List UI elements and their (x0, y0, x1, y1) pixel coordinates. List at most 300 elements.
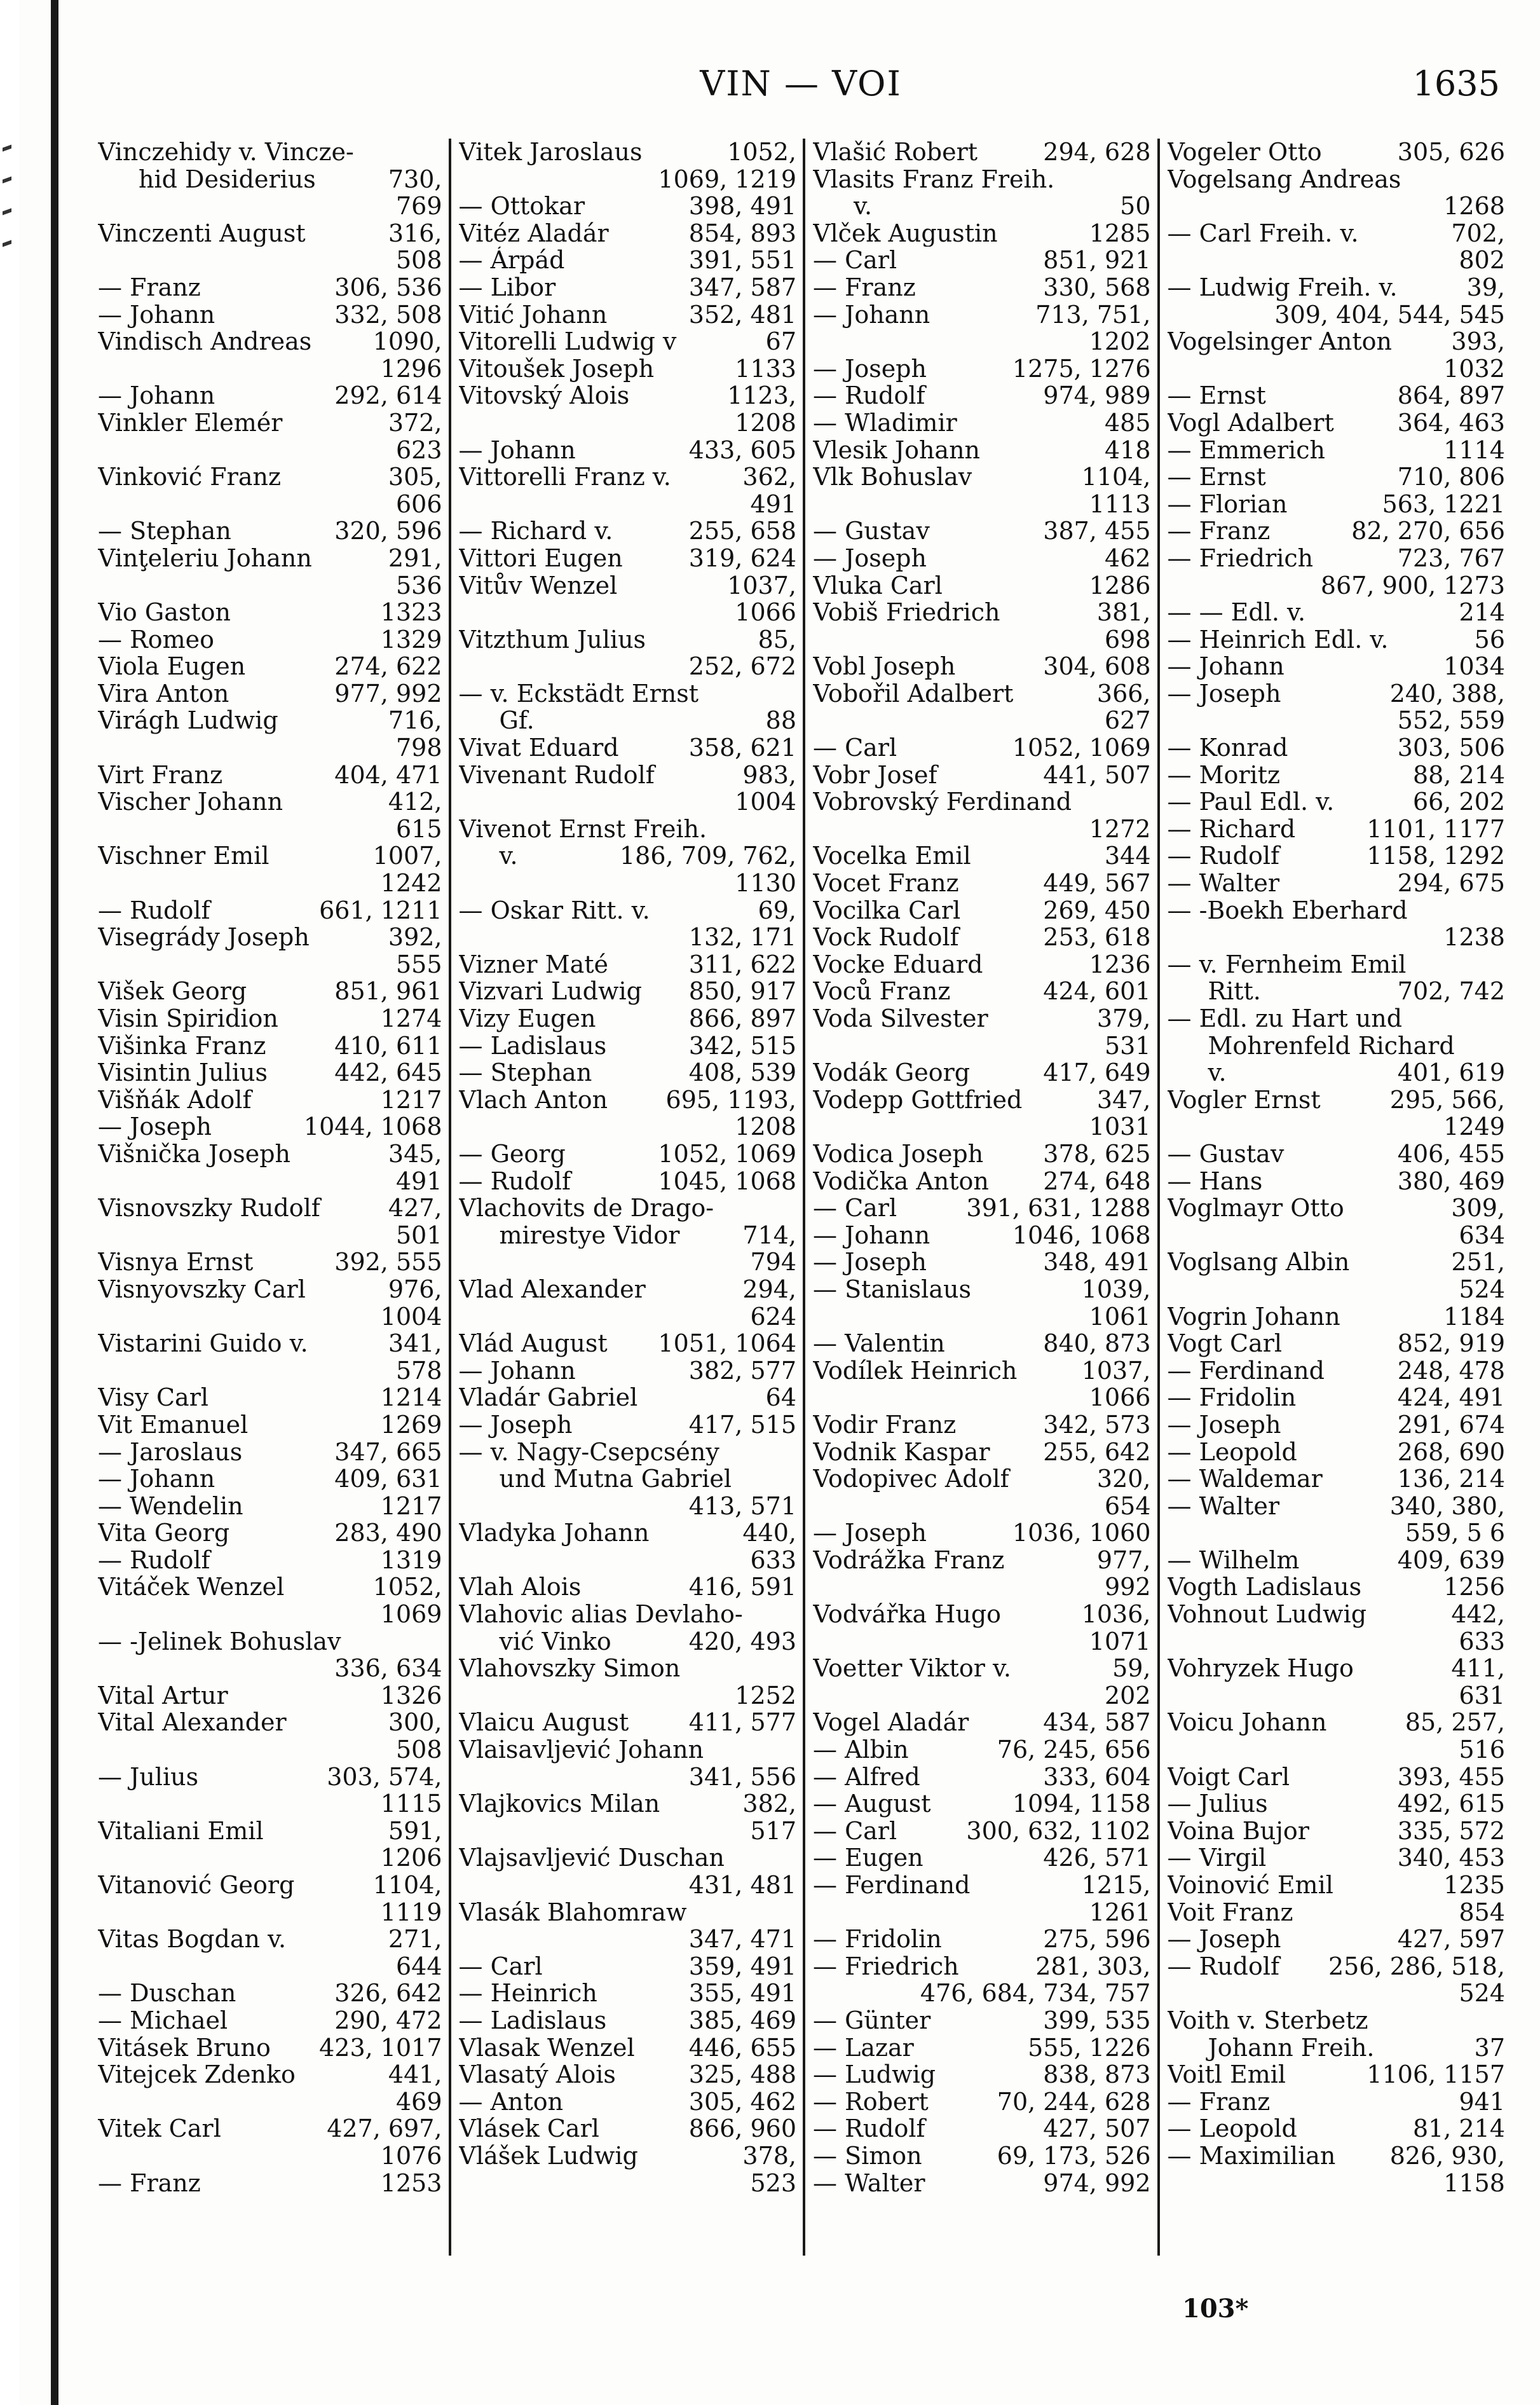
entry-pages: 335, 572 (1397, 1817, 1505, 1845)
index-entry (459, 924, 797, 951)
index-entry (1168, 1465, 1506, 1493)
index-entry (459, 1655, 797, 1682)
entry-pages: 401, 619 (1397, 1059, 1505, 1086)
entry-pages: 977, 992 (334, 680, 442, 708)
entry-pages: 214 (1459, 599, 1505, 626)
entry-pages: 136, 214 (1397, 1465, 1505, 1493)
entry-pages: 851, 921 (1043, 247, 1151, 274)
entry-name: — Wilhelm (1167, 1546, 1300, 1574)
entry-name: — Franz (98, 273, 201, 301)
index-entry (98, 193, 442, 220)
entry-pages: 1208 (735, 1113, 796, 1141)
entry-pages: 695, 1193, (665, 1086, 796, 1114)
index-entry (1168, 409, 1506, 437)
entry-name: — Moritz (1167, 761, 1280, 789)
index-entry (813, 626, 1151, 654)
entry-name: — Heinrich Edl. v. (1167, 626, 1389, 654)
index-entry (98, 1682, 442, 1710)
entry-name: — Edl. zu Hart und (1167, 1005, 1403, 1032)
index-entry (813, 978, 1151, 1005)
page-number: 1635 (1412, 64, 1500, 104)
entry-pages: 627 (1104, 707, 1151, 735)
entry-name: Vladár Gabriel (458, 1384, 638, 1411)
index-entry (459, 491, 797, 518)
entry-pages: 1217 (380, 1086, 442, 1114)
margin-marks (3, 146, 17, 312)
entry-pages: 1296 (380, 355, 442, 383)
index-entry (98, 924, 442, 951)
entry-name: vić Vinko (499, 1627, 611, 1655)
entry-name: Vodica Joseph (813, 1140, 984, 1168)
entry-pages: 398, 491 (688, 193, 796, 220)
index-entry (1168, 1547, 1506, 1574)
entry-pages: 378, (742, 2142, 796, 2170)
index-entry (1168, 1682, 1506, 1710)
entry-name: mirestye Vidor (499, 1221, 680, 1249)
index-entry (98, 1926, 442, 1953)
entry-pages: 347, (1096, 1086, 1151, 1114)
entry-pages: 364, 463 (1397, 409, 1505, 437)
entry-pages: 1249 (1443, 1113, 1505, 1141)
entry-name: — Joseph (458, 1411, 573, 1439)
index-entry (813, 680, 1151, 708)
entry-pages: 427, 507 (1043, 2115, 1151, 2142)
index-entry (459, 1601, 797, 1628)
index-entry (1168, 599, 1506, 626)
entry-pages: 344 (1104, 842, 1151, 870)
entry-pages: 798 (395, 734, 442, 762)
index-entry (98, 788, 442, 816)
index-entry (813, 816, 1151, 843)
index-entry (813, 1682, 1151, 1710)
entry-pages: 393, 455 (1397, 1763, 1505, 1791)
entry-pages: 654 (1104, 1492, 1151, 1520)
index-entry (98, 572, 442, 600)
entry-pages: 578 (395, 1357, 442, 1385)
index-entry (813, 1222, 1151, 1249)
entry-name: Vitek Jaroslaus (458, 139, 643, 166)
index-entry (813, 193, 1151, 220)
index-entry (459, 734, 797, 762)
entry-name: Voglmayr Otto (1167, 1195, 1344, 1222)
left-margin (0, 0, 19, 2405)
entry-pages (1500, 951, 1505, 978)
index-entry (813, 2142, 1151, 2170)
index-entry (459, 788, 797, 816)
index-entry (98, 2061, 442, 2088)
entry-pages: 320, (1096, 1465, 1151, 1493)
entry-pages: 316, (388, 219, 442, 247)
index-entry (813, 1709, 1151, 1736)
entry-pages: 769 (395, 193, 442, 220)
entry-pages: 1119 (380, 1898, 442, 1926)
index-entry (813, 1168, 1151, 1195)
entry-name: Vocilka Carl (813, 896, 961, 924)
entry-name: Vlasits Franz Freih. (813, 165, 1055, 193)
index-column-1 (94, 139, 449, 2256)
entry-pages: 366, (1096, 680, 1151, 708)
index-entry (1168, 1736, 1506, 1764)
entry-name: Vinczenti August (98, 219, 306, 247)
entry-pages: 418 (1104, 436, 1151, 464)
entry-pages: 291, 674 (1397, 1411, 1505, 1439)
entry-pages: 294, 628 (1043, 139, 1151, 166)
index-entry (459, 463, 797, 491)
index-entry (1168, 1086, 1506, 1114)
index-entry (98, 1547, 442, 1574)
entry-name: — Johann (1167, 653, 1284, 680)
index-entry (98, 2034, 442, 2062)
index-entry (1168, 1411, 1506, 1439)
entry-pages: 1032 (1443, 355, 1505, 383)
index-entry (1168, 978, 1506, 1005)
index-entry (813, 1926, 1151, 1953)
entry-name: — Johann (458, 436, 576, 464)
entry-pages: 941 (1459, 2088, 1505, 2116)
index-entry (813, 2061, 1151, 2088)
index-entry (813, 870, 1151, 897)
entry-pages: 976, (388, 1275, 442, 1303)
entry-pages: 867, 900, 1273 (1320, 572, 1505, 600)
entry-name: Vogeler Otto (1167, 139, 1322, 166)
index-entry (813, 1384, 1151, 1411)
entry-pages: 423, 1017 (319, 2034, 442, 2062)
index-column-3 (803, 139, 1157, 2256)
entry-pages: 1236 (1089, 950, 1151, 978)
entry-name: — Stephan (98, 517, 231, 545)
entry-pages: 358, 621 (688, 734, 796, 762)
entry-pages: 294, 675 (1397, 870, 1505, 897)
entry-pages: 352, 481 (688, 301, 796, 329)
index-entry (98, 274, 442, 301)
index-entry (813, 1899, 1151, 1926)
entry-pages: 1323 (380, 599, 442, 626)
entry-name: Vlášek Ludwig (458, 2142, 638, 2170)
index-entry (1168, 1899, 1506, 1926)
index-entry (459, 1465, 797, 1493)
index-entry (813, 1736, 1151, 1764)
entry-pages: 840, 873 (1043, 1330, 1151, 1357)
index-entry (813, 1465, 1151, 1493)
entry-name: Gf. (499, 707, 535, 735)
entry-pages (791, 816, 796, 843)
entry-pages: 342, 573 (1043, 1411, 1151, 1439)
entry-pages (1500, 2007, 1505, 2034)
entry-name: — Paul Edl. v. (1167, 788, 1335, 816)
entry-name: Vlasak Wenzel (458, 2034, 635, 2062)
index-entry (98, 1141, 442, 1168)
index-entry (98, 1330, 442, 1357)
entry-pages: 644 (395, 1952, 442, 1980)
index-columns (94, 139, 1511, 2256)
entry-name: — Joseph (813, 1249, 927, 1276)
entry-pages: 1274 (380, 1005, 442, 1032)
entry-pages: 427, (388, 1195, 442, 1222)
index-entry (813, 220, 1151, 247)
index-entry (1168, 951, 1506, 978)
entry-pages: 1130 (735, 870, 796, 897)
entry-name: Vobrovský Ferdinand (813, 788, 1072, 816)
index-entry (459, 1790, 797, 1818)
entry-name: — Ottokar (458, 193, 585, 220)
index-entry (98, 1519, 442, 1547)
entry-pages: 372, (388, 409, 442, 437)
index-entry (459, 1330, 797, 1357)
entry-name: — Libor (458, 273, 556, 301)
entry-pages: 252, 672 (688, 653, 796, 680)
index-entry (1168, 1032, 1506, 1060)
entry-pages: 304, 608 (1043, 653, 1151, 680)
index-entry (98, 1764, 442, 1791)
entry-name: Vivenot Ernst Freih. (458, 815, 707, 843)
entry-pages: 1326 (380, 1682, 442, 1710)
entry-pages: 1066 (735, 599, 796, 626)
index-entry (1168, 2061, 1506, 2088)
entry-name: Vistarini Guido v. (98, 1330, 308, 1357)
index-entry (459, 545, 797, 572)
index-entry (1168, 762, 1506, 789)
entry-pages: 1061 (1089, 1303, 1151, 1331)
index-entry (459, 1736, 797, 1764)
entry-pages: 268, 690 (1397, 1438, 1505, 1466)
index-entry (459, 1005, 797, 1032)
entry-name: Vlah Alois (458, 1573, 582, 1601)
entry-pages: 413, 571 (688, 1492, 796, 1520)
index-entry (1168, 1953, 1506, 1980)
entry-pages: 1069 (380, 1601, 442, 1628)
index-entry (459, 1168, 797, 1195)
entry-pages: 1052, (727, 139, 796, 166)
index-entry (1168, 1872, 1506, 1899)
index-entry (98, 1195, 442, 1222)
entry-pages: 517 (750, 1817, 796, 1845)
entry-pages: 702, 742 (1397, 978, 1505, 1005)
entry-pages: 1039, (1081, 1275, 1151, 1303)
index-entry (98, 816, 442, 843)
entry-pages: 1208 (735, 409, 796, 437)
index-entry (98, 1411, 442, 1439)
entry-name: — Jaroslaus (98, 1438, 243, 1466)
entry-name: — Julius (98, 1763, 199, 1791)
index-entry (813, 1032, 1151, 1060)
index-entry (98, 653, 442, 680)
entry-name: Vitić Johann (458, 301, 608, 329)
entry-pages: 347, 665 (334, 1438, 442, 1466)
entry-pages: 1158 (1443, 2169, 1505, 2197)
entry-pages: 1214 (380, 1384, 442, 1411)
index-entry (459, 1384, 797, 1411)
entry-name: — Ernst (1167, 382, 1266, 409)
entry-name: — Hans (1167, 1167, 1263, 1195)
entry-name: Vodílek Heinrich (813, 1357, 1018, 1385)
entry-pages: 516 (1459, 1736, 1505, 1764)
entry-name: — Julius (1167, 1790, 1268, 1818)
entry-pages: 1319 (380, 1546, 442, 1574)
entry-pages: 382, 577 (688, 1357, 796, 1385)
entry-name: Vlajkovics Milan (458, 1790, 660, 1818)
entry-pages: 1133 (735, 355, 796, 383)
index-entry (1168, 1005, 1506, 1032)
index-entry (1168, 1059, 1506, 1086)
entry-name: Vinţeleriu Johann (98, 544, 312, 572)
entry-name: — Joseph (813, 355, 927, 383)
index-entry (813, 463, 1151, 491)
entry-pages: 794 (750, 1249, 796, 1276)
entry-pages: 449, 567 (1043, 870, 1151, 897)
entry-pages: 710, 806 (1397, 463, 1505, 491)
entry-pages: 1123, (727, 382, 796, 409)
entry-name: Vogel Aladár (813, 1709, 969, 1737)
entry-pages: 563, 1221 (1382, 490, 1505, 518)
entry-name: Vizvari Ludwig (458, 978, 643, 1005)
entry-pages: 300, 632, 1102 (966, 1817, 1151, 1845)
entry-pages: 56 (1474, 626, 1505, 654)
entry-pages: 851, 961 (334, 978, 442, 1005)
index-entry (1168, 1141, 1506, 1168)
entry-name: — Rudolf (98, 1546, 210, 1574)
entry-name: — Franz (98, 2169, 201, 2197)
binding-rule (51, 0, 58, 2405)
index-entry (98, 2170, 442, 2197)
entry-pages: 442, (1451, 1601, 1505, 1628)
entry-pages: 412, (388, 788, 442, 816)
index-entry (1168, 220, 1506, 247)
index-entry (459, 2115, 797, 2142)
index-entry (813, 301, 1151, 329)
entry-pages: 70, 244, 628 (997, 2088, 1151, 2116)
entry-pages: 379, (1096, 1005, 1151, 1032)
index-entry (98, 1384, 442, 1411)
entry-pages: 64 (765, 1384, 796, 1411)
entry-pages: 698 (1104, 626, 1151, 654)
entry-name: Voců Franz (813, 978, 951, 1005)
entry-pages: 381, (1096, 599, 1151, 626)
entry-pages: 292, 614 (334, 382, 442, 409)
entry-pages: 347, 587 (688, 273, 796, 301)
entry-pages: 85, 257, (1405, 1709, 1505, 1737)
entry-pages (437, 139, 442, 166)
entry-pages: 1275, 1276 (1012, 355, 1151, 383)
entry-pages: 1046, 1068 (1012, 1221, 1151, 1249)
entry-pages: 974, 989 (1043, 382, 1151, 409)
entry-pages: 391, 631, 1288 (966, 1195, 1151, 1222)
entry-name: Vodopivec Adolf (813, 1465, 1009, 1493)
entry-name: Vitovský Alois (458, 382, 630, 409)
index-entry (1168, 274, 1506, 301)
entry-name: — Wendelin (98, 1492, 243, 1520)
index-entry (459, 2034, 797, 2062)
entry-pages: 271, (388, 1926, 442, 1953)
index-entry (459, 1439, 797, 1466)
entry-pages: 1206 (380, 1844, 442, 1872)
entry-pages: 1106, 1157 (1366, 2061, 1505, 2088)
index-entry (1168, 1303, 1506, 1331)
index-entry (98, 978, 442, 1005)
index-entry (459, 2088, 797, 2116)
entry-name: Vitorelli Ludwig v (458, 328, 677, 355)
index-entry (1168, 1249, 1506, 1276)
index-entry (98, 734, 442, 762)
entry-pages: 417, 515 (688, 1411, 796, 1439)
page-header (89, 61, 1513, 118)
entry-name: — Johann (98, 382, 215, 409)
index-entry (98, 1439, 442, 1466)
index-entry (813, 599, 1151, 626)
entry-pages: 320, 596 (334, 517, 442, 545)
index-entry (813, 1113, 1151, 1141)
index-entry (459, 2061, 797, 2088)
entry-pages: 1007, (372, 842, 442, 870)
entry-name: Vittorelli Franz v. (458, 463, 671, 491)
index-entry (98, 1790, 442, 1818)
entry-pages: 378, 625 (1043, 1140, 1151, 1168)
entry-name: Virt Franz (98, 761, 223, 789)
entry-pages (791, 1899, 796, 1926)
entry-name: Vinković Franz (98, 463, 281, 491)
entry-name: Vodrážka Franz (813, 1546, 1005, 1574)
entry-pages: 1044, 1068 (303, 1113, 442, 1141)
index-entry (98, 301, 442, 329)
index-entry (459, 220, 797, 247)
index-entry (98, 491, 442, 518)
index-entry (98, 680, 442, 708)
entry-pages: 854, 893 (688, 219, 796, 247)
index-entry (813, 1059, 1151, 1086)
entry-pages: 427, 597 (1397, 1926, 1505, 1953)
index-entry (459, 1709, 797, 1736)
entry-pages: 319, 624 (688, 544, 796, 572)
entry-name: Vitův Wenzel (458, 572, 618, 600)
index-entry (813, 2088, 1151, 2116)
index-entry (1168, 1709, 1506, 1736)
entry-name: — Ludwig Freih. v. (1167, 273, 1398, 301)
entry-pages: 387, 455 (1043, 517, 1151, 545)
index-entry (1168, 2115, 1506, 2142)
entry-name: Vogt Carl (1167, 1330, 1283, 1357)
entry-pages: 255, 658 (688, 517, 796, 545)
entry-pages: 524 (1459, 1980, 1505, 2007)
entry-pages: 300, (388, 1709, 442, 1737)
entry-name: Vittori Eugen (458, 544, 623, 572)
entry-pages: 426, 571 (1043, 1844, 1151, 1872)
entry-name: — Franz (1167, 2088, 1271, 2116)
index-entry (459, 1493, 797, 1520)
entry-pages: 392, (388, 924, 442, 951)
entry-name: Vogth Ladislaus (1167, 1573, 1362, 1601)
index-entry (98, 707, 442, 734)
index-entry (813, 572, 1151, 600)
index-column-4 (1157, 139, 1512, 2256)
index-entry (459, 1303, 797, 1331)
entry-name: — Stanislaus (813, 1275, 971, 1303)
entry-pages (791, 1601, 796, 1628)
index-entry (1168, 2034, 1506, 2062)
entry-pages: 606 (395, 490, 442, 518)
index-entry (98, 1601, 442, 1628)
index-entry (1168, 328, 1506, 355)
entry-pages: 485 (1104, 409, 1151, 437)
entry-name: — v. Eckstädt Ernst (458, 680, 698, 708)
index-entry (1168, 247, 1506, 274)
entry-name: Vitéz Aladár (458, 219, 609, 247)
index-entry (459, 1113, 797, 1141)
index-entry (459, 572, 797, 600)
entry-pages: 380, 469 (1397, 1167, 1505, 1195)
index-entry (459, 1872, 797, 1899)
entry-name: — Leopold (1167, 1438, 1297, 1466)
index-entry (459, 897, 797, 924)
entry-pages: 67 (765, 328, 796, 355)
